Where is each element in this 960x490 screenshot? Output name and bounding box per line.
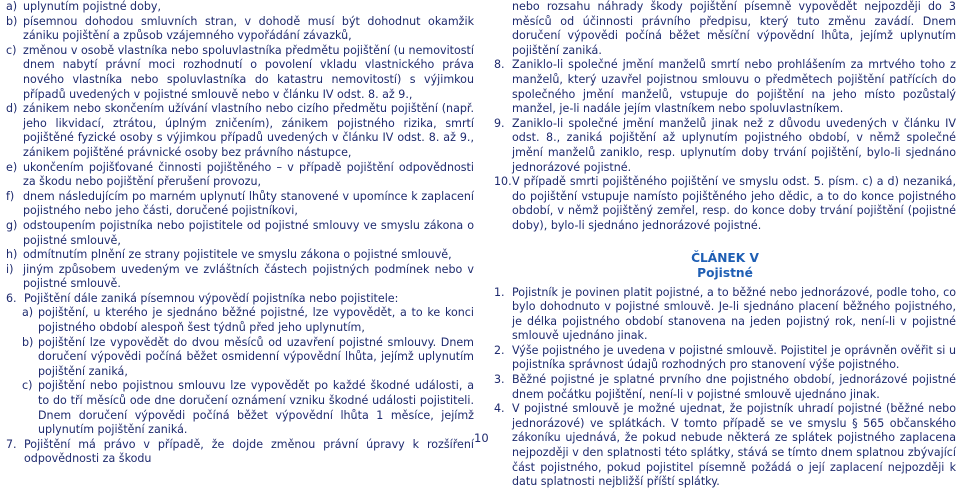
item-label: d) [6,102,18,116]
item-text: písemnou dohodou smluvních stran, v dohodě musí být dohodnut okamžik zániku pojištění a způsob vzájemného vypořádání závazků, [23,14,474,43]
page-number: 10 [474,431,489,445]
item-text: uplynutím pojistné doby, [23,0,162,13]
item-label: g) [6,218,18,232]
item-label: 2. [494,343,505,357]
item-text: odmítnutím plnění ze strany pojistitele ve smyslu zákona o pojistné smlouvě, [23,248,452,262]
clause-text: Pojištění dále zaniká písemnou výpovědí pojistníka nebo pojistitele: [24,291,399,305]
list-item [6,248,474,263]
clause-number: 7. [6,437,17,451]
clauses-8-10 [494,58,956,233]
list-item [22,306,474,335]
article-title: Pojistné [697,266,753,280]
item-text: Pojistník je povinen platit pojistné, a to běžné nebo jednorázové, podle toho, co bylo dohodnuto v pojistné smlouvě. Je-li sjednáno placení běžného pojistného, je délka pojistného období stanovena na jeden pojistný rok, není-li v pojistné smlouvě ujednáno jinak. [512,285,956,343]
item-label: e) [6,160,18,174]
list-item [6,102,474,160]
list-item [6,44,474,102]
clause [494,402,956,490]
clause-number: 6. [6,291,17,305]
item-text: jiným způsobem uvedeným ve zvláštních částech pojistných podmínek nebo v pojistné smlouvě. [23,262,474,291]
list-item [6,0,474,15]
item-label: 9. [494,116,505,130]
item-text: Běžné pojistné je splatné prvního dne pojistného období, jednorázové pojistné dnem počátku pojištění, není-li v pojistné smlouvě ujednáno jinak. [512,373,956,401]
clause-7-continuation: nebo rozsahu náhrady škody pojištění písemně vypovědět nejpozději do 3 měsíců od účinnosti právního předpisu, který tuto změnu zavádí. Dnem doručení výpovědi počíná běžet měsíční výpovědní lhůta, jejímž uplynutím pojištění zaniká. [512,0,956,57]
item-label: b) [6,14,18,28]
list-item [6,219,474,248]
right-column [494,0,956,490]
item-text: Výše pojistného je uvedena v pojistné smlouvě. Pojistitel je oprávněn ověřit si u pojistníka správnost údajů rozhodných pro stanovení výše pojistného. [512,343,956,372]
clause [494,344,956,373]
clause-6 [6,292,474,307]
left-column [6,0,474,467]
item-text: pojištění nebo pojistnou smlouvu lze vypovědět po každé škodné události, a to do tří měsíců ode dne doručení oznámení vzniku škodné události pojistiteli. Dnem doručení výpovědi počíná běžet výpovědní lhůta 1 měsíce, jejímž uplynutím pojištění zaniká. [38,379,474,437]
list-item [6,263,474,292]
item-text: Zaniklo-li společné jmění manželů smrtí nebo prohlášením za mrtvého toho z manželů, který uzavřel pojistnou smlouvu o předmětech pojištění patřících do společného jmění manželů, vstupuje do pojištění na jeho místo pozůstalý manžel, je-li nadále jejím vlastníkem nebo spoluvlastníkem. [512,58,956,116]
item-text: pojištění, u kterého je sjednáno běžné pojistné, lze vypovědět, a to ke konci pojistného období alespoň šest týdnů před jeho uplynutím, [38,306,474,335]
list-item [6,15,474,44]
item-text: pojištění lze vypovědět do dvou měsíců od uzavření pojistné smlouvy. Dnem doručení výpovědi počíná běžet osmidenní výpovědní lhůta, jejímž uplynutím pojištění zaniká, [38,335,474,378]
item-label: 10. [494,175,512,189]
item-label: c) [22,379,33,393]
item-text: Zaniklo-li společné jmění manželů jinak než z důvodu uvedených v článku IV odst. 8., zaniká pojištění až uplynutím pojistného období, v němž společné jmění manželů zaniklo, resp. uplynutím doby trvání pojištění, bylo-li sjednáno jednorázové pojistné. [512,116,956,174]
clause [494,117,956,175]
item-text: odstoupením pojistníka nebo pojistitele od pojistné smlouvy ve smyslu zákona o pojistné smlouvě, [23,218,474,247]
clause [494,175,956,233]
item-text: ukončením pojišťované činnosti pojištěného – v případě pojištění odpovědnosti za škodu nebo pojištění přerušení provozu, [23,160,474,189]
list-item [22,336,474,380]
item-label: 4. [494,402,505,416]
clause-text: Pojištění má právo v případě, že dojde změnou právní úpravy k rozšíření odpovědnosti za škodu [24,437,474,466]
item-label: c) [6,43,17,57]
list-item [6,190,474,219]
item-label: i) [6,262,14,276]
list-item [22,379,474,437]
item-label: h) [6,248,18,262]
item-label: b) [22,335,34,349]
item-text: zánikem nebo skončením užívání vlastního nebo cizího předmětu pojištění (např. jeho likvidací, ztrátou, úplným zničením), zánikem pojistného rizika, smrtí pojištěné fyzické osoby s výjimkou případů uvedených v článku IV odst. 8. až 9., zánikem pojištěné právnické osoby bez právního nástupce, [23,102,474,159]
item-text: změnou v osobě vlastníka nebo spoluvlastníka předmětu pojištění (u nemovitostí dnem nabytí právní moci rozhodnutí o povolení vkladu vlastnického práva nového vlastníka nebo spoluvlastníka do katastru nemovitostí) s výjimkou případů uvedených v pojistné smlouvě nebo v článku IV odst. 8. až 9., [23,43,474,101]
item-label: a) [22,306,34,320]
item-label: a) [6,0,18,13]
clause [494,286,956,344]
item-label: f) [6,189,15,203]
item-text: dnem následujícím po marném uplynutí lhůty stanovené v upomínce k zaplacení pojistného nebo jeho části, doručené pojistníkovi, [23,189,474,218]
clause [494,373,956,402]
item-text: V pojistné smlouvě je možné ujednat, že pojistník uhradí pojistné (běžné nebo jednorázové) ve splátkách. V tomto případě se ve smyslu § 565 občanského zákoníku ujednává, že pokud nebude některá ze splátek pojistného zaplacena nejpozději v den splatnosti této splátky, stává se tímto dnem splatnou zbývající část pojistného, pokud pojistitel písemně požádá o její zaplacení nejpozději k datu splatnosti nejbližší příští splátky. [512,402,956,489]
article-v-clauses [494,286,956,490]
item-text: V případě smrti pojištěného pojištění ve smyslu odst. 5. písm. c) a d) nezaniká, do pojištění vstupuje namísto pojištěného jeho dědic, a to do konce pojistného období, v němž pojištěný zemřel, resp. do konce doby trvání pojištění (pojistné doby), bylo-li sjednáno jednorázové pojistné. [512,175,956,232]
list-item [6,161,474,190]
clause [494,58,956,116]
item-label: 3. [494,373,505,387]
item-label: 1. [494,285,505,299]
notice-list [22,306,474,437]
clause-7 [6,438,474,467]
item-label: 8. [494,58,505,72]
article-number: ČLÁNEK V [691,250,759,265]
termination-reasons-list [6,0,474,292]
